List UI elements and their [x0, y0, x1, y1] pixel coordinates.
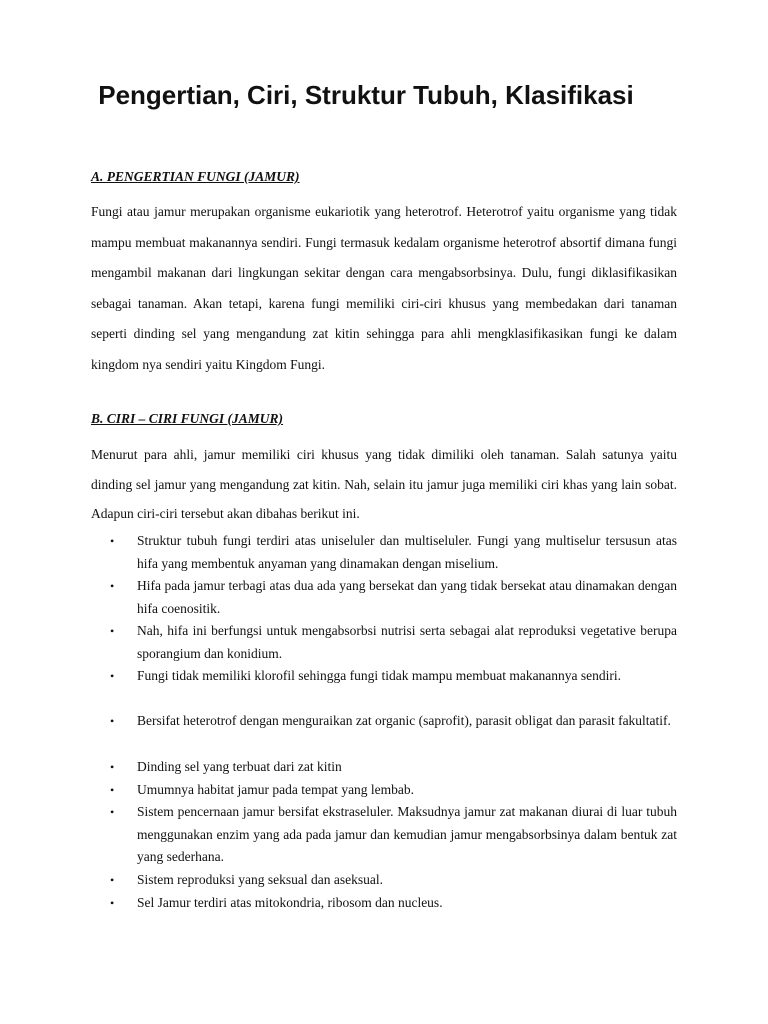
- section-b-heading: B. CIRI – CIRI FUNGI (JAMUR): [91, 411, 284, 426]
- list-item-text: Umumnya habitat jamur pada tempat yang lembab.: [137, 782, 415, 797]
- bullet-icon: •: [110, 534, 115, 548]
- bullet-icon: •: [110, 579, 115, 593]
- list-item: [91, 530, 677, 575]
- list-item: [91, 665, 677, 688]
- document-title: Pengertian, Ciri, Struktur Tubuh, Klasifikasi: [91, 80, 634, 110]
- bullet-icon: •: [110, 714, 115, 728]
- list-item: [91, 620, 677, 665]
- list-item-text: Sistem pencernaan jamur bersifat ekstraseluler. Maksudnya jamur zat makanan diurai di luar tubuh menggunakan enzim yang ada pada jamur dan kemudian jamur mengabsorbsinya dalam bentuk zat yang sederhana.: [137, 804, 677, 864]
- bullet-icon: •: [110, 873, 115, 887]
- bullet-icon: •: [110, 760, 115, 774]
- list-item-text: Sel Jamur terdiri atas mitokondria, ribosom dan nucleus.: [137, 895, 443, 910]
- list-item-text: Sistem reproduksi yang seksual dan aseksual.: [137, 872, 383, 887]
- list-item-text: Fungi tidak memiliki klorofil sehingga fungi tidak mampu membuat makanannya sendiri.: [137, 668, 622, 683]
- list-item: [91, 710, 677, 733]
- list-item: [91, 779, 677, 802]
- list-item: [91, 756, 677, 779]
- bullet-icon: •: [110, 805, 115, 819]
- list-item-text: Nah, hifa ini berfungsi untuk mengabsorbsi nutrisi serta sebagai alat reproduksi vegetative berupa sporangium dan konidium.: [137, 623, 677, 661]
- list-item-text: Bersifat heterotrof dengan menguraikan zat organic (saprofit), parasit obligat dan parasit fakultatif.: [137, 713, 671, 728]
- list-item: [91, 575, 677, 620]
- list-item: [91, 892, 677, 915]
- list-item-text: Dinding sel yang terbuat dari zat kitin: [137, 759, 342, 774]
- bullet-icon: •: [110, 669, 115, 683]
- list-item-text: Hifa pada jamur terbagi atas dua ada yang bersekat dan yang tidak bersekat atau dinamakan dengan hifa coenositik.: [137, 578, 677, 616]
- bullet-icon: •: [110, 624, 115, 638]
- section-a-heading: A. PENGERTIAN FUNGI (JAMUR): [91, 169, 300, 184]
- list-item: [91, 801, 677, 869]
- section-b-paragraph: Menurut para ahli, jamur memiliki ciri khusus yang tidak dimiliki oleh tanaman. Salah satunya yaitu dinding sel jamur yang mengandung zat kitin. Nah, selain itu jamur juga memiliki ciri khas yang lain sobat. Adapun ciri-ciri tersebut akan dibahas berikut ini.: [91, 447, 677, 521]
- bullet-icon: •: [110, 783, 115, 797]
- list-item: [91, 869, 677, 892]
- section-a-paragraph: Fungi atau jamur merupakan organisme eukariotik yang heterotrof. Heterotrof yaitu organisme yang tidak mampu membuat makanannya sendiri. Fungi termasuk kedalam organisme heterotrof absortif dimana fungi mengambil makanan dari lingkungan sekitar dengan cara mengabsorbsinya. Dulu, fungi diklasifikasikan sebagai tanaman. Akan tetapi, karena fungi memiliki ciri-ciri khusus yang membedakan dari tanaman seperti dinding sel yang mengandung zat kitin sehingga para ahli mengklasifikasikan fungi ke dalam kingdom nya sendiri yaitu Kingdom Fungi.: [91, 204, 677, 372]
- list-item-text: Struktur tubuh fungi terdiri atas uniseluler dan multiseluler. Fungi yang multiselur tersusun atas hifa yang membentuk anyaman yang dinamakan dengan miselium.: [137, 533, 677, 571]
- bullet-icon: •: [110, 896, 115, 910]
